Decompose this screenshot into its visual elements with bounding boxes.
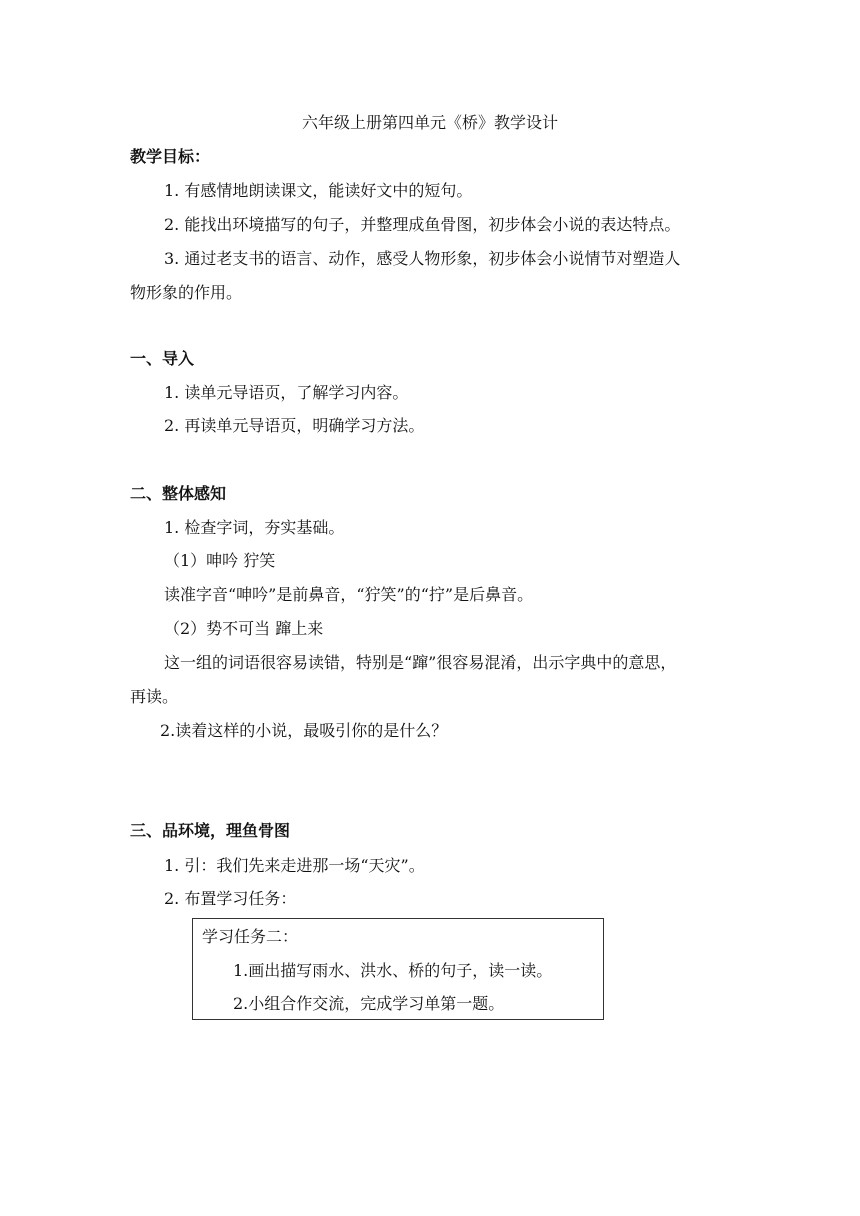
overview-line-3: 读准字音“呻吟”是前鼻音，“狞笑”的“拧”是后鼻音。 — [164, 585, 534, 604]
goal-item-2: 2. 能找出环境描写的句子，并整理成鱼骨图，初步体会小说的表达特点。 — [164, 215, 681, 234]
goals-heading: 教学目标： — [130, 147, 211, 166]
learning-task-box — [192, 918, 604, 1020]
overview-line-1: 1. 检查字词，夯实基础。 — [164, 518, 345, 537]
overview-line-5: 这一组的词语很容易读错，特别是“蹿”很容易混淆，出示字典中的意思， — [164, 653, 677, 672]
goal-item-3-continued: 物形象的作用。 — [130, 283, 243, 302]
intro-item-1: 1. 读单元导语页，了解学习内容。 — [164, 383, 409, 402]
overview-line-4: （2）势不可当 蹿上来 — [164, 619, 324, 638]
environment-item-2: 2. 布置学习任务： — [164, 889, 297, 908]
document-title: 六年级上册第四单元《桥》教学设计 — [301, 113, 558, 132]
overview-line-7: 2.读着这样的小说，最吸引你的是什么？ — [160, 721, 448, 740]
overview-line-2: （1）呻吟 狞笑 — [164, 551, 276, 570]
section-overview-heading: 二、整体感知 — [130, 484, 227, 503]
goal-item-1: 1. 有感情地朗读课文，能读好文中的短句。 — [164, 181, 473, 200]
section-environment-heading: 三、品环境，理鱼骨图 — [130, 821, 291, 840]
overview-line-6: 再读。 — [130, 687, 179, 706]
section-intro-heading: 一、导入 — [130, 349, 195, 368]
task-box-item-1: 1.画出描写雨水、洪水、桥的句子，读一读。 — [233, 961, 553, 980]
environment-item-1: 1. 引：我们先来走进那一场“天灾”。 — [164, 856, 425, 875]
goal-item-3: 3. 通过老支书的语言、动作，感受人物形象，初步体会小说情节对塑造人 — [164, 249, 681, 268]
task-box-title: 学习任务二： — [202, 927, 299, 946]
intro-item-2: 2. 再读单元导语页，明确学习方法。 — [164, 416, 425, 435]
task-box-item-2: 2.小组合作交流，完成学习单第一题。 — [233, 994, 505, 1013]
